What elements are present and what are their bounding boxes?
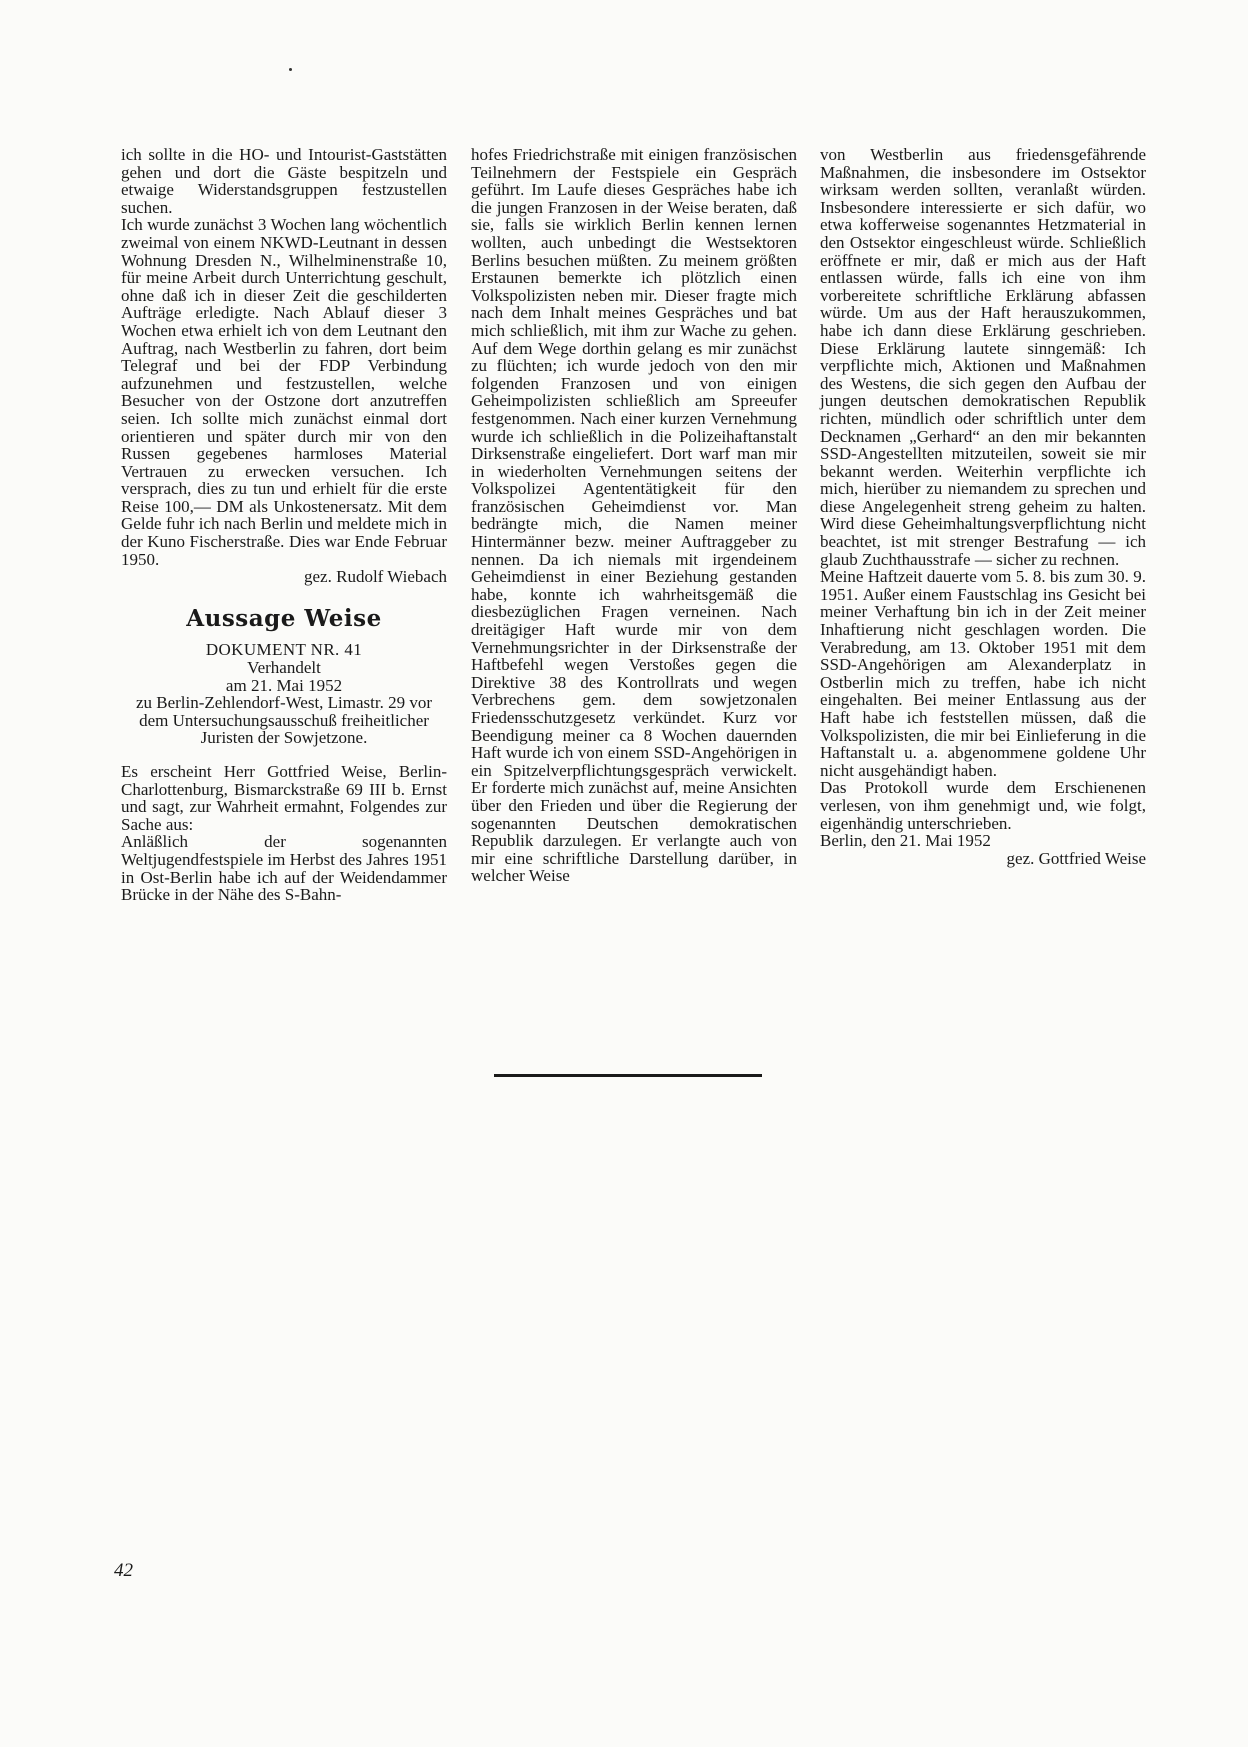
- section-divider-rule: [494, 1074, 762, 1077]
- session-date: am 21. Mai 1952: [225, 675, 343, 695]
- paragraph: ich sollte in die HO- und Intourist-Gaststätten gehen und dort die Gäste bespitzeln und etwaige Widerstandsgruppen festzustellen suchen.: [121, 145, 447, 217]
- session-place: zu Berlin-Zehlendorf-West, Limastr. 29 vor dem Untersuchungsausschuß freiheitlicher Juristen der Sowjetzone.: [135, 693, 433, 748]
- paragraph: von Westberlin aus friedensgefährende Maßnahmen, die insbesondere im Ostsektor wirksam werden sollten, veranlaßt würden. Insbesondere interessierte er sich dafür, wo etwa kofferweise sogenanntes Hetzmaterial in den Ostsektor eingeschleust würde. Schließlich eröffnete er mir, daß er mich aus der Haft entlassen würde, falls ich eine von ihm vorbereitete schriftliche Erklärung abfassen würde. Um aus der Haft herauszukommen, habe ich dann diese Erklärung geschrieben. Diese Erklärung lautete sinngemäß: Ich verpflichte mich, Aktionen und Maßnahmen des Westens, die sich gegen den Aufbau der jungen deutschen demokratischen Republik richten, mündlich oder schriftlich unter dem Decknamen „Gerhard“ an den mir bekannten SSD-Angestellten mitzuteilen, soweit sie mir bekannt werden. Weiterhin verpflichte ich mich, hierüber zu niemandem zu sprechen und diese Angelegenheit streng geheim zu halten. Wird diese Geheimhaltungsverpflichtung nicht beachtet, ist mit strenger Bestrafung — ich glaub Zuchthausstrafe — sicher zu rechnen.: [820, 145, 1146, 569]
- column-middle: [471, 146, 797, 885]
- paragraph: Anläßlich der sogenannten Weltjugendfestspiele im Herbst des Jahres 1951 in Ost-Berlin habe ich auf der Weidendammer Brücke in der Nähe des S-Bahn-: [121, 832, 447, 905]
- signature-weise: gez. Gottfried Weise: [1006, 848, 1146, 868]
- column-left: [121, 146, 447, 904]
- paragraph: Ich wurde zunächst 3 Wochen lang wöchentlich zweimal von einem NKWD-Leutnant in dessen Wohnung Dresden N., Wilhelminenstraße 10, für meine Arbeit durch Unterrichtung geschult, ohne daß ich in dieser Zeit die geschilderten Aufträge erledigte. Nach Ablauf dieser 3 Wochen etwa erhielt ich von dem Leutnant den Auftrag, nach Westberlin zu fahren, dort beim Telegraf und bei der FDP Verbindung aufzunehmen und festzustellen, welche Besucher von der Ostzone dort anzutreffen seien. Ich sollte mich zunächst einmal dort orientieren und später durch mir von den Russen gegebenes harmloses Material Vertrauen zu erwecken versuchen. Ich versprach, dies zu tun und erhielt für die erste Reise 100,— DM als Unkostenersatz. Mit dem Gelde fuhr ich nach Berlin und meldete mich in der Kuno Fischerstraße. Dies war Ende Februar 1950.: [121, 215, 447, 569]
- closing-date: Berlin, den 21. Mai 1952: [820, 831, 991, 851]
- paragraph: hofes Friedrichstraße mit einigen französischen Teilnehmern der Festspiele ein Gespräch geführt. Im Laufe dieses Gespräches habe ich die jungen Franzosen in der Weise beraten, daß sie, falls sie wirklich Berlin kennen lernen wollten, auch unbedingt die Westsektoren Berlins besuchen müßten. Zu meinem größten Erstaunen bemerkte ich plötzlich einen Volkspolizisten neben mir. Dieser fragte mich nach dem Inhalt meines Gespräches und bat mich schließlich, mit ihm zur Wache zu gehen. Auf dem Wege dorthin gelang es mir zunächst zu flüchten; ich wurde jedoch von den mir folgenden Franzosen und von einigen Geheimpolizisten schließlich am Spreeufer festgenommen. Nach einer kurzen Vernehmung wurde ich schließlich in die Polizeihaftanstalt Dirksenstraße eingeliefert. Dort warf man mir in wiederholten Vernehmungen seitens der Volkspolizei Agententätigkeit für den französischen Geheimdienst vor. Man bedrängte mich, die Namen meiner Hintermänner bezw. meiner Auftraggeber zu nennen. Da ich niemals mit irgendeinem Geheimdienst in einer Beziehung gestanden habe, konnte ich wahrheitsgemäß die diesbezüglichen Fragen verneinen. Nach dreitägiger Haft wurde mir von dem Vernehmungsrichter in der Dirksenstraße der Haftbefehl wegen Verstoßes gegen die Direktive 38 des Kontrollrats und wegen Verbrechens gem. dem sowjetzonalen Friedensschutzgesetz verkündet. Kurz vor Beendigung meiner ca 8 Wochen dauernden Haft wurde ich von einem SSD-Angehörigen in ein Spitzelverpflichtungsgespräch verwickelt. Er forderte mich zunächst auf, meine Ansichten über den Frieden und über die Regierung der sogenannten Deutschen demokratischen Republik darzulegen. Er verlangte auch von mir eine schriftliche Darstellung darüber, in welcher Weise: [471, 145, 797, 886]
- column-right: [820, 146, 1146, 867]
- print-speck: [289, 68, 292, 71]
- verhandelt-label: Verhandelt: [247, 658, 321, 678]
- document-number: DOKUMENT NR. 41: [205, 640, 363, 660]
- paragraph: Es erscheint Herr Gottfried Weise, Berlin-Charlottenburg, Bismarckstraße 69 III b. Ernst und sagt, zur Wahrheit ermahnt, Folgendes zur Sache aus:: [121, 762, 447, 834]
- section-heading: Aussage Weise: [186, 604, 382, 632]
- page-number: 42: [114, 1560, 133, 1581]
- paragraph: Meine Haftzeit dauerte vom 5. 8. bis zum 30. 9. 1951. Außer einem Faustschlag ins Gesicht bei meiner Verhaftung bin ich in der Zeit meiner Inhaftierung nicht geschlagen worden. Die Verabredung, am 13. Oktober 1951 mit dem SSD-Angehörigen am Alexanderplatz in Ostberlin mich zu treffen, habe ich nicht eingehalten. Bei meiner Entlassung aus der Haft habe ich feststellen müssen, daß die Volkspolizisten, die mir bei Einlieferung in die Haftanstalt u. a. abgenommene goldene Uhr nicht ausgehändigt haben.: [820, 567, 1146, 780]
- signature-wiebach: gez. Rudolf Wiebach: [304, 567, 447, 587]
- paragraph: Das Protokoll wurde dem Erschienenen verlesen, von ihm genehmigt und, wie folgt, eigenhändig unterschrieben.: [820, 778, 1146, 833]
